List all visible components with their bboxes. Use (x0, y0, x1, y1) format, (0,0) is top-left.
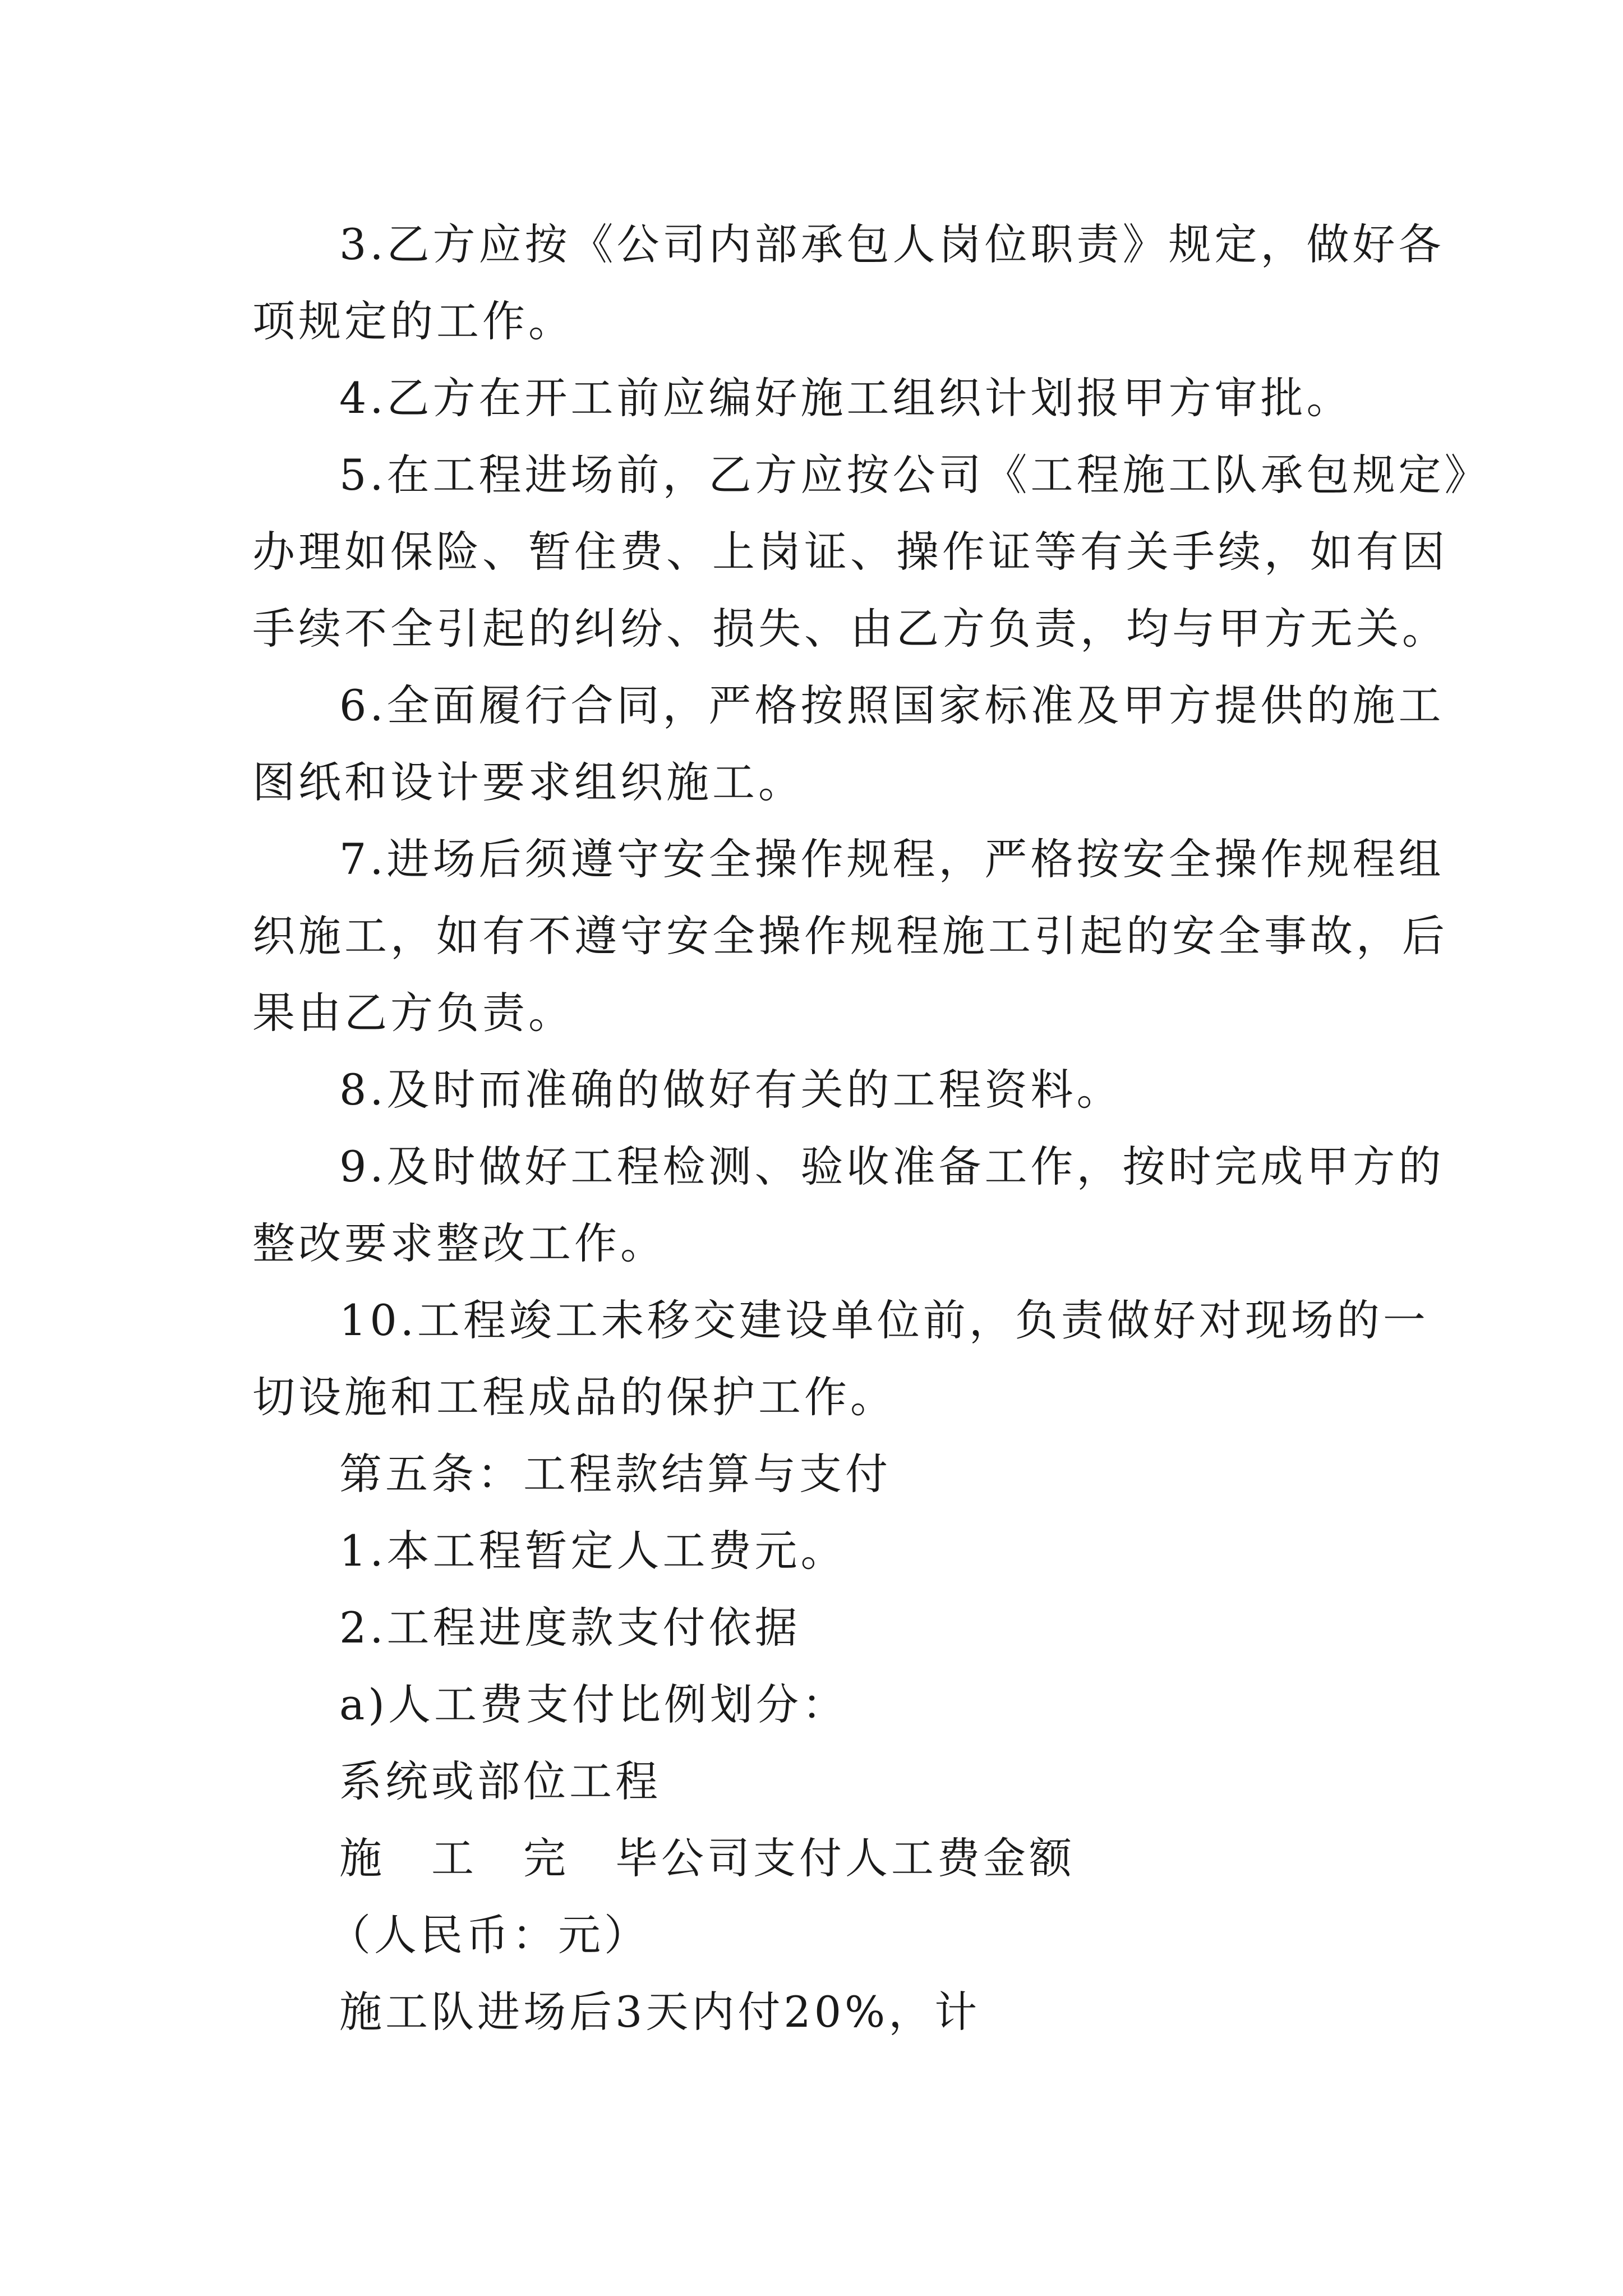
paragraph-6-line-1: 6.全面履行合同，严格按照国家标准及甲方提供的施工 (339, 680, 1445, 730)
paragraph-5-line-2: 办理如保险、暂住费、上岗证、操作证等有关手续，如有因 (252, 527, 1448, 577)
paragraph-5-line-3: 手续不全引起的纠纷、损失、由乙方负责，均与甲方无关。 (252, 604, 1448, 654)
paragraph-9-line-2: 整改要求整改工作。 (252, 1218, 666, 1268)
article-5-item-2: 2.工程进度款支付依据 (339, 1603, 801, 1653)
paragraph-8: 8.及时而准确的做好有关的工程资料。 (339, 1065, 1123, 1115)
paragraph-10-line-2: 切设施和工程成品的保护工作。 (252, 1372, 896, 1422)
paragraph-4: 4.乙方在开工前应编好施工组织计划报甲方审批。 (339, 373, 1353, 423)
paragraph-6-line-2: 图纸和设计要求组织施工。 (252, 757, 804, 807)
paragraph-7-line-1: 7.进场后须遵守安全操作规程，严格按安全操作规程组 (339, 834, 1445, 884)
paragraph-5-line-1: 5.在工程进场前，乙方应按公司《工程施工队承包规定》 (339, 450, 1491, 500)
table-header-payment: 施 工 完 毕公司支付人工费金额 (339, 1833, 1075, 1883)
article-5-item-2a: a)人工费支付比例划分： (339, 1680, 848, 1729)
paragraph-10-line-1: 10.工程竣工未移交建设单位前，负责做好对现场的一 (339, 1295, 1429, 1345)
payment-term-1: 施工队进场后3天内付20%，计 (339, 1987, 981, 2037)
article-5-item-1: 1.本工程暂定人工费元。 (339, 1526, 847, 1576)
table-header-system: 系统或部位工程 (339, 1756, 661, 1806)
article-5-heading: 第五条：工程款结算与支付 (339, 1449, 891, 1499)
paragraph-3-line-1: 3.乙方应按《公司内部承包人岗位职责》规定，做好各 (339, 219, 1445, 269)
paragraph-7-line-2: 织施工，如有不遵守安全操作规程施工引起的安全事故，后 (252, 911, 1448, 961)
paragraph-9-line-1: 9.及时做好工程检测、验收准备工作，按时完成甲方的 (339, 1142, 1445, 1191)
paragraph-3-line-2: 项规定的工作。 (252, 296, 574, 346)
table-header-currency: （人民币：元） (328, 1910, 650, 1960)
paragraph-7-line-3: 果由乙方负责。 (252, 988, 574, 1038)
